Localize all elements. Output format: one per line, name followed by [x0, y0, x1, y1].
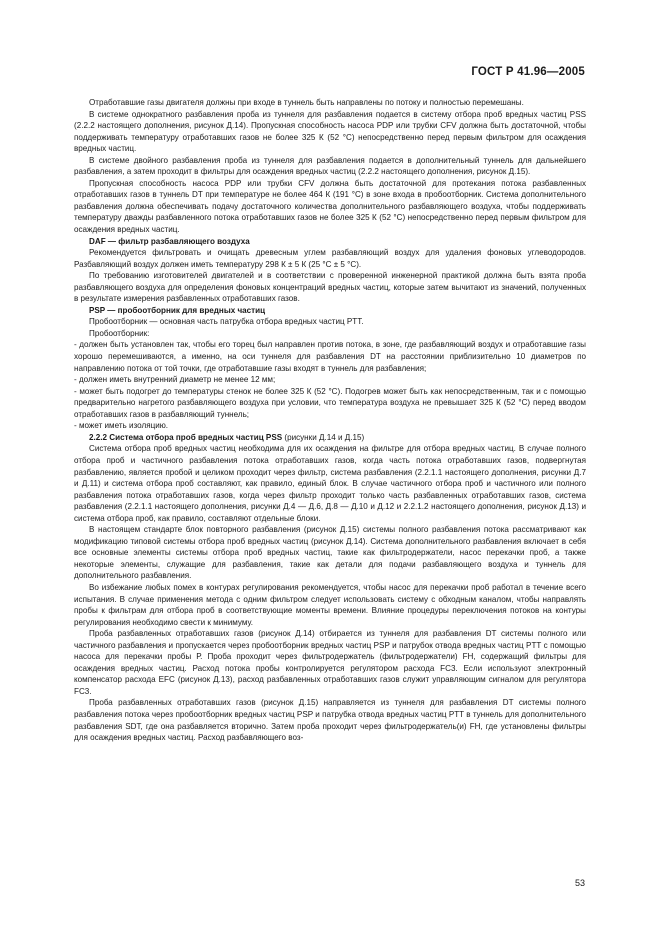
paragraph: Проба разбавленных отработавших газов (рисунок Д.14) отбирается из туннеля для разбавления DT системы полного или частичного разбавления и пропускается через пробоотборник вредных частиц PSP и патрубок отвода вредных частиц PTT с помощью насоса для перекачки пробы Р. Проба проходит через фильтродержатель (фильтродержатели) FH, содержащий фильтры для осаждения вредных частиц. Расход потока пробы контролируется регулятором расхода FC3. Если используют электронный компенсатор расхода EFC (рисунок Д.13), расход разбавленных отработавших газов служит управляющим сигналом для регулятора FC3. [74, 629, 586, 696]
paragraph: По требованию изготовителей двигателей и в соответствии с проверенной инженерной практикой должна быть взята проба разбавляющего воздуха для определения фоновых концентраций вредных частиц, которые затем вычитают из значений, полученных в результате измерения разбавленных отработавших газов. [74, 271, 586, 304]
paragraph: В системе однократного разбавления проба из туннеля для разбавления подается в систему отбора проб вредных частиц PSS (2.2.2 настоящего дополнения, рисунок Д.14). Пропускная способность насоса PDP или трубки CFV должна быть достаточной, чтобы поддерживать температуру отработавших газов не более 325 К (52 °С) непосредственно перед первым фильтром для осаждения вредных частиц. [74, 109, 586, 154]
section-title: Система отбора проб вредных частиц PSS [109, 432, 283, 442]
paragraph: Отработавшие газы двигателя должны при входе в туннель быть направлены по потоку и полностью перемешаны. [89, 98, 524, 107]
daf-heading: DAF — фильтр разбавляющего воздуха [89, 236, 250, 246]
paragraph: Пробоотборник: [89, 328, 150, 338]
paragraph: Пропускная способность насоса PDP или трубки CFV должна быть достаточной для протекания потока разбавленных отработавших газов в туннель DT при температуре не более 464 К (191 °С) в зоне входа в пробоотборник. Система дополнительного разбавления должна обеспечивать подачу достаточного количества дополнительного разбавляющего воздуха, чтобы поддерживать температуру дважды разбавленного потока отработавших газов не более 325 К (52 °С) непосредственно перед первым фильтром для осаждения вредных частиц. [74, 178, 586, 235]
section-suffix: (рисунки Д.14 и Д.15) [284, 432, 365, 442]
psp-heading: PSP — пробоотборник для вредных частиц [89, 305, 266, 315]
page-number: 53 [574, 878, 585, 888]
paragraph: Система отбора проб вредных частиц необходима для их осаждения на фильтре для отбора вредных частиц. В случае полного отбора проб и частичного разбавления потока отработавших газов, когда часть потока отработавших газов, подвергнутая разбавлению, является пробой и целиком проходит через фильтр, система разбавления (2.2.1.1 настоящего дополнения, рисунки Д.7 и Д.11) и система отбора проб составляют, как правило, единый блок. В случае частичного отбора проб и частичного или полного разбавления потока отработавших газов, когда через фильтр проходит только часть разбавленных отработавших газов, система разбавления (2.2.1.1 настоящего дополнения, рисунки Д.4 — Д.6, Д.8 — Д.10 и Д.12 и 2.2.1.2 настоящего дополнения, рисунок Д.13) и система отбора проб, как правило, составляют отдельные блоки. [74, 444, 586, 523]
list-item: - может быть подогрет до температуры стенок не более 325 К (52 °С). Подогрев может быть как непосредственным, так и с помощью предварительно нагретого разбавляющего воздуха при условии, что температура воздуха не превышает 325 К (52 °С) перед вводом отработавших газов в разбавляющий туннель; [74, 386, 586, 419]
paragraph: Проба разбавленных отработавших газов (рисунок Д.15) направляется из туннеля для разбавления DT системы полного разбавления потока через пробоотборник вредных частиц PSP и патрубка отвода вредных частиц PTT в туннель для дополнительного разбавления SDT, где она разбавляется вторично. Затем проба проходит через фильтродержатель(и) FH, где установлены фильтры для осаждения вредных частиц. Расход разбавляющего воз- [74, 698, 586, 743]
paragraph: Во избежание любых помех в контурах регулирования рекомендуется, чтобы насос для перекачки проб работал в течение всего испытания. В случае применения метода с одним фильтром следует использовать систему с обходным каналом, чтобы направлять пробы к фильтрам для отбора проб в соответствующие моменты времени. Влияние процедуры переключения потоков на контуры регулирования необходимо свести к минимуму. [74, 582, 586, 627]
paragraph: В системе двойного разбавления проба из туннеля для разбавления подается в дополнительный туннель для дальнейшего разбавления, а затем проходит в фильтры для осаждения вредных частиц (2.2.2 настоящего дополнения, рисунок Д.15). [74, 155, 586, 177]
paragraph: Рекомендуется фильтровать и очищать древесным углем разбавляющий воздух для удаления фоновых углеводородов. Разбавляющий воздух должен иметь температуру 298 К ± 5 К (25 °С ± 5 °С). [74, 248, 586, 269]
list-item: - должен быть установлен так, чтобы его торец был направлен против потока, в зоне, где разбавляющий воздух и отработавшие газы хорошо перемешиваются, а именно, на оси туннеля для разбавления DT на расстоянии приблизительно 10 диаметров по направлению потока от той точки, где отработавшие газы входят в туннель для разбавления; [74, 340, 586, 373]
list-item: - может иметь изоляцию. [74, 421, 169, 431]
section-heading [74, 432, 586, 444]
document-body [74, 97, 586, 744]
document-header: ГОСТ Р 41.96—2005 [471, 66, 585, 78]
paragraph: Пробоотборник — основная часть патрубка отбора вредных частиц PTT. [89, 317, 364, 327]
paragraph: В настоящем стандарте блок повторного разбавления (рисунок Д.15) системы полного разбавления потока рассматривают как модификацию типовой системы отбора проб вредных частиц (рисунок Д.14). Система дополнительного разбавления включает в себя все основные элементы системы отбора проб вредных частиц, такие как фильтродержатели, насос перекачки проб, а также некоторые элементы, служащие для разбавления, такие как детали для подачи разбавляющего воздуха и туннель для дополнительного разбавления. [74, 525, 586, 581]
list-item: - должен иметь внутренний диаметр не менее 12 мм; [74, 375, 276, 385]
section-number: 2.2.2 [89, 432, 108, 442]
